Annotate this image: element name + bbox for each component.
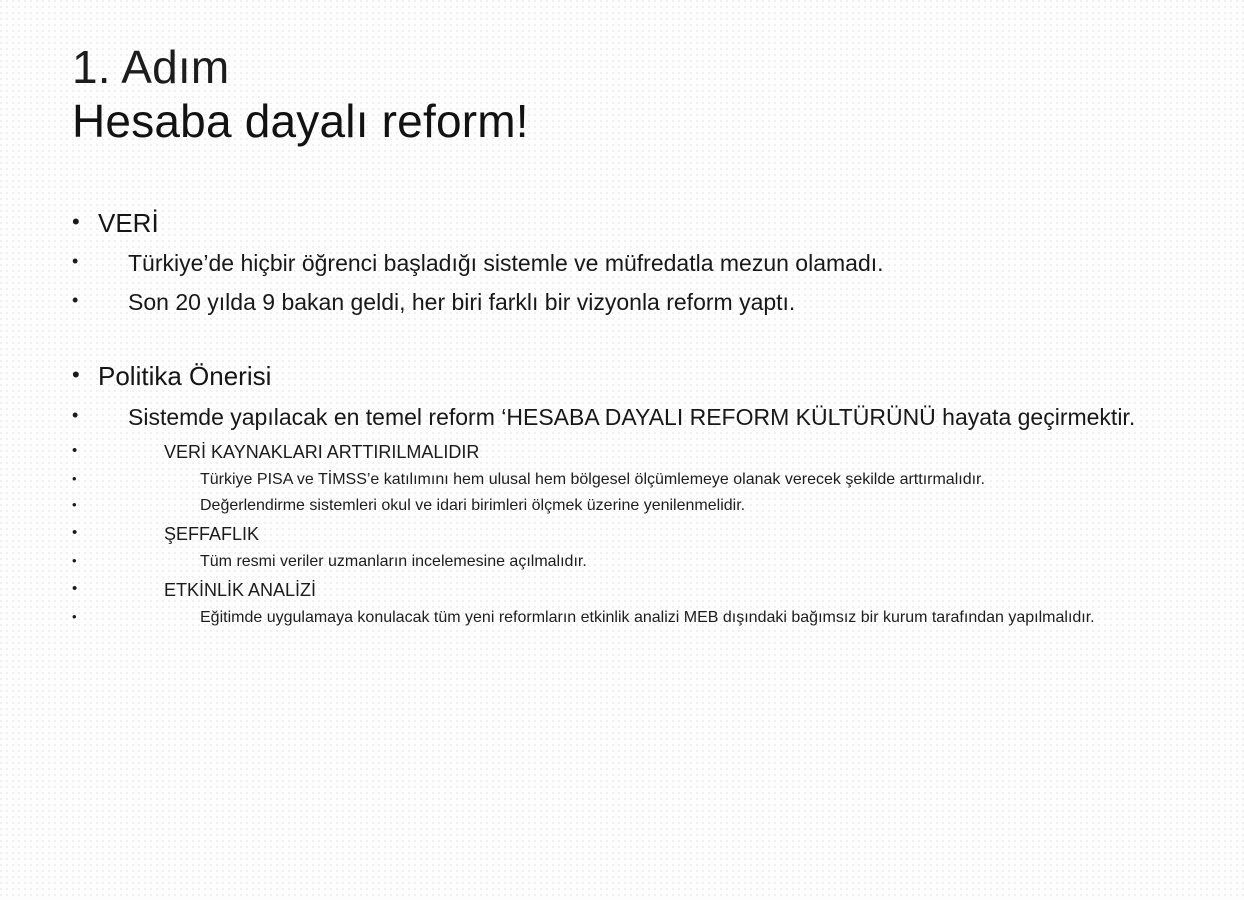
bullet-icon: • [72, 497, 77, 513]
section-politika-points [72, 401, 1184, 630]
list-item [72, 495, 1184, 518]
subsection-points [72, 551, 1184, 574]
section-heading-label: VERİ [98, 207, 159, 238]
subsection-point-list [72, 551, 1184, 574]
subsection-heading-label: VERİ KAYNAKLARI ARTTIRILMALIDIR [164, 442, 480, 463]
title-line-main: Hesaba dayalı reform! [72, 95, 529, 148]
bullet-icon: • [72, 553, 77, 568]
list-item-label: Tüm resmi veriler uzmanların incelemesine açılmalıdır. [200, 553, 587, 570]
section-heading-politika [72, 358, 1184, 395]
bullet-icon: • [72, 289, 79, 310]
slide-title [72, 40, 1184, 149]
list-item-label: Eğitimde uygulamaya konulacak tüm yeni reformların etkinlik analizi MEB dışındaki bağımsız bir kurum tarafından yapılmalıdır. [200, 608, 1095, 626]
list-item [72, 551, 1184, 574]
subsection-points [72, 469, 1184, 517]
list-item [72, 607, 1184, 630]
bullet-icon: • [72, 579, 78, 597]
subsection-heading [72, 521, 1184, 547]
subsection-list [72, 439, 1184, 518]
subsection-etkinlik-analizi [72, 577, 1184, 630]
bullet-icon: • [72, 362, 80, 388]
subsection-seffaflik [72, 521, 1184, 574]
slide-body [72, 205, 1184, 630]
list-item-label: Türkiye PISA ve TİMSS’e katılımını hem ulusal hem bölgesel ölçümlemeye olanak verecek şekilde arttırmalıdır. [200, 471, 985, 489]
subsection-point-list [72, 607, 1184, 630]
subsection-heading-label: ŞEFFAFLIK [164, 523, 260, 544]
bullet-icon: • [72, 251, 79, 272]
veri-point-list [72, 247, 1184, 319]
section-heading-label: Politika Önerisi [98, 361, 272, 392]
list-item-label: Değerlendirme sistemleri okul ve idari birimleri ölçmek üzerine yenilenmelidir. [200, 497, 746, 515]
section-politika-onerisi [72, 358, 1184, 629]
list-item-label: Son 20 yılda 9 bakan geldi, her biri farklı bir vizyonla reform yaptı. [128, 288, 796, 315]
section-veri-points [72, 247, 1184, 319]
list-item [72, 401, 1184, 434]
bullet-icon: • [72, 608, 77, 624]
subsection-list [72, 577, 1184, 630]
list-item [72, 286, 1184, 319]
section-veri [72, 205, 1184, 320]
politika-point-list [72, 401, 1184, 630]
subsection-heading [72, 439, 1184, 465]
subsection-heading-label: ETKİNLİK ANALİZİ [164, 579, 317, 600]
subsection-list [72, 521, 1184, 574]
subsection-veri-kaynaklari [72, 439, 1184, 518]
subsection-points [72, 607, 1184, 630]
list-item [72, 247, 1184, 280]
bullet-icon: • [72, 523, 78, 541]
subsection-heading [72, 577, 1184, 603]
bullet-icon: • [72, 405, 79, 426]
bullet-icon: • [72, 471, 77, 487]
section-spacer [72, 324, 1184, 358]
subsection-point-list [72, 469, 1184, 517]
list-item [72, 469, 1184, 492]
list-item-label: Sistemde yapılacak en temel reform ‘HESABA DAYALI REFORM KÜLTÜRÜNÜ hayata geçirmektir. [128, 404, 1136, 431]
title-line-step: 1. Adım [72, 41, 230, 93]
bullet-icon: • [72, 208, 80, 234]
bullet-icon: • [72, 442, 78, 460]
section-heading-veri [72, 205, 1184, 242]
list-item-label: Türkiye’de hiçbir öğrenci başladığı sistemle ve müfredatla mezun olamadı. [128, 250, 884, 277]
